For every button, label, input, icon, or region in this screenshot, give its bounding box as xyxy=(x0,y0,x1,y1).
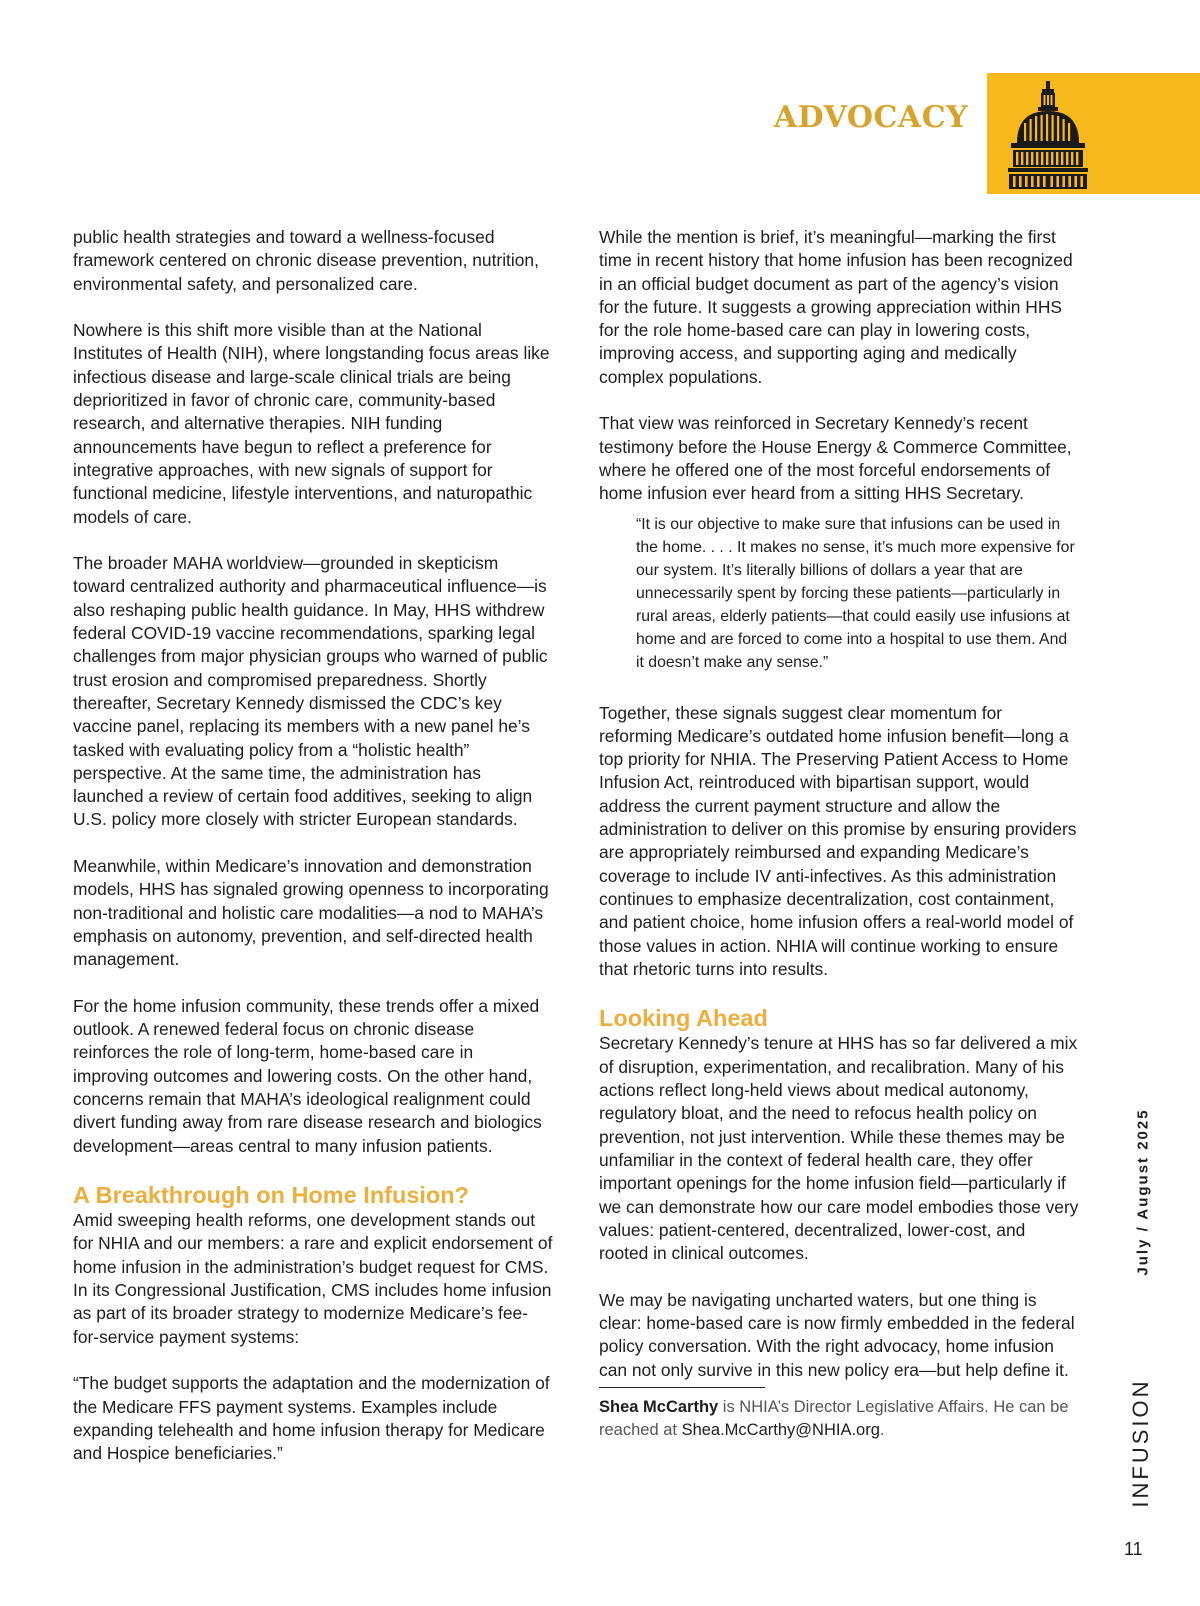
bio-text: is NHIA’s Director Legislative Affairs. He can be reached at xyxy=(599,1397,1069,1440)
issue-date: July / August 2025 xyxy=(1134,1108,1152,1276)
paragraph: Together, these signals suggest clear momentum for reforming Medicare’s outdated home infusion benefit—long a top priority for NHIA. The Preserving Patient Access to Home Infusion Act, reintroduced with bipartisan support, would address the current payment structure and allow the administration to deliver on this promise by ensuring providers are appropriately reimbursed and expanding Medicare’s coverage to include IV anti-infectives. As this administration continues to emphasize decentralization, cost containment, and patient choice, home infusion offers a real-world model of those values in action. NHIA will continue working to ensure that rhetoric turns into results. xyxy=(599,702,1077,979)
divider xyxy=(599,1387,765,1388)
capitol-dome-icon xyxy=(1007,79,1089,191)
bio-text-end: . xyxy=(879,1421,885,1440)
paragraph: That view was reinforced in Secretary Kennedy’s recent testimony before the House Energy & Commerce Committee, where he offered one of the most forceful endorsements of home infusion ever heard from a sitting HHS Secretary. xyxy=(599,413,1072,504)
header-accent-box xyxy=(987,73,1200,194)
section-heading: A Breakthrough on Home Infusion? xyxy=(73,1182,470,1209)
paragraph: While the mention is brief, it’s meaningful—marking the first time in recent history that home infusion has been recognized in an official budget document as part of the agency’s vision for the future. It suggests a growing appreciation within HHS for the role home-based care can play in lowering costs, improving access, and supporting aging and medically complex populations. xyxy=(599,227,1073,387)
left-column xyxy=(73,226,553,1489)
paragraph: public health strategies and toward a wellness-focused framework centered on chronic disease prevention, nutrition, environmental safety, and personalized care. xyxy=(73,227,539,294)
budget-quote: “The budget supports the adaptation and the modernization of the Medicare FFS payment systems. Examples include expanding telehealth and home infusion therapy for Medicare and Hospice beneficiaries.” xyxy=(73,1373,550,1464)
paragraph: Secretary Kennedy’s tenure at HHS has so far delivered a mix of disruption, experimentation, and recalibration. Many of his actions reflect long-held views about medical autonomy, regulatory bloat, and the need to refocus health policy on prevention, not just intervention. While these themes may be unfamiliar in the context of federal health care, they offer important openings for the home infusion field—particularly if we can demonstrate how our care model embodies those very values: patient-centered, decentralized, lower-cost, and rooted in clinical outcomes. xyxy=(599,1033,1079,1264)
paragraph: We may be navigating uncharted waters, but one thing is clear: home-based care is now firmly embedded in the federal policy conversation. With the right advocacy, home infusion can not only survive in this new policy era—but help define it. xyxy=(599,1289,1075,1380)
section-label: ADVOCACY xyxy=(773,100,968,135)
author-name: Shea McCarthy xyxy=(599,1397,719,1416)
section-heading: Looking Ahead xyxy=(599,1005,768,1032)
author-email-link[interactable]: Shea.McCarthy@NHIA.org xyxy=(681,1421,880,1440)
right-column xyxy=(599,226,1079,1443)
author-bio xyxy=(599,1396,1079,1443)
paragraph: Meanwhile, within Medicare’s innovation and demonstration models, HHS has signaled growing openness to incorporating non-traditional and holistic care modalities—a nod to MAHA’s emphasis on autonomy, prevention, and self-directed health management. xyxy=(73,856,549,970)
paragraph: Amid sweeping health reforms, one development stands out for NHIA and our members: a rare and explicit endorsement of home infusion in the administration’s budget request for CMS. In its Congressional Justification, CMS includes home infusion as part of its broader strategy to modernize Medicare’s fee-for-service payment systems: xyxy=(73,1210,553,1347)
pull-quote: “It is our objective to make sure that infusions can be used in the home. . . . It makes no sense, it’s much more expensive for our system. It’s literally billions of dollars a year that are unnecessarily spent by forcing these patients—particularly in rural areas, elderly patients—that could easily use infusions at home and are forced to come into a hospital to use them. And it doesn’t make any sense.” xyxy=(636,515,1075,671)
paragraph: For the home infusion community, these trends offer a mixed outlook. A renewed federal focus on chronic disease reinforces the role of long-term, home-based care in improving outcomes and lowering costs. On the other hand, concerns remain that MAHA’s ideological realignment could divert funding away from rare disease research and biologics development—areas central to many infusion patients. xyxy=(73,995,542,1156)
paragraph: The broader MAHA worldview—grounded in skepticism toward centralized authority and pharmaceutical influence—is also reshaping public health guidance. In May, HHS withdrew federal COVID-19 vaccine recommendations, sparking legal challenges from major physician groups who warned of public trust erosion and compromised preparedness. Shortly thereafter, Secretary Kennedy dismissed the CDC’s key vaccine panel, replacing its members with a new panel he’s tasked with evaluating policy from a “holistic health” perspective. At the same time, the administration has launched a review of certain food additives, seeking to align U.S. policy more closely with stricter European standards. xyxy=(73,553,548,830)
magazine-logo: INFUSION xyxy=(1128,1378,1153,1508)
page-number: 11 xyxy=(1124,1539,1143,1559)
paragraph: Nowhere is this shift more visible than at the National Institutes of Health (NIH), where longstanding focus areas like infectious disease and large-scale clinical trials are being deprioritized in favor of chronic care, community-based research, and alternative therapies. NIH funding announcements have begun to reflect a preference for integrative approaches, with new signals of support for functional medicine, lifestyle interventions, and naturopathic models of care. xyxy=(73,320,550,527)
